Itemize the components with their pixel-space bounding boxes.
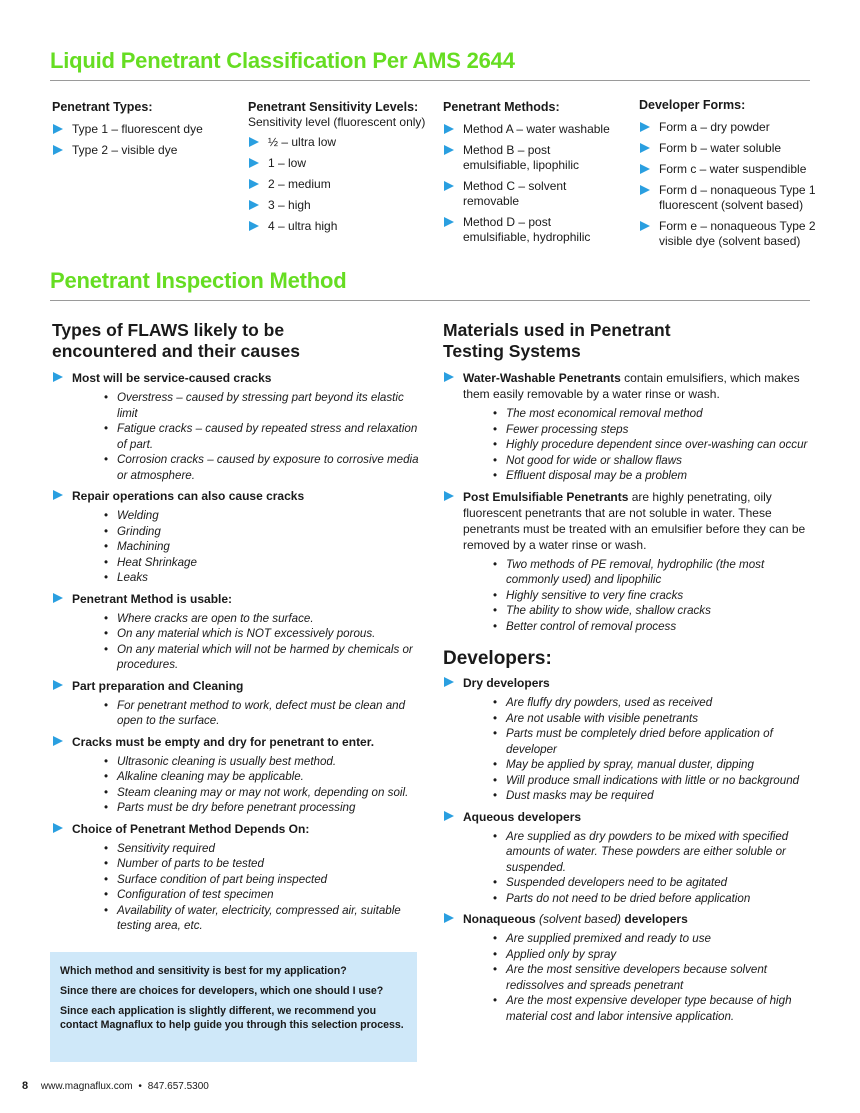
- triangle-bullet-icon: [249, 137, 259, 147]
- bullet-item: [493, 588, 808, 604]
- item-text: Method B – post emulsifiable, lipophilic: [463, 143, 580, 172]
- flaws-column: [52, 320, 422, 934]
- bullet-item: [493, 931, 808, 947]
- bullet-item: [493, 406, 808, 422]
- column-subheading: Sensitivity level (fluorescent only): [248, 115, 426, 129]
- triangle-bullet-icon: [444, 181, 454, 191]
- bullet-item: [493, 603, 808, 619]
- triangle-bullet-icon: [53, 680, 63, 690]
- column-heading: Penetrant Methods:: [443, 100, 560, 114]
- bullet-dot-icon: •: [493, 711, 498, 725]
- bullet-text: Where cracks are open to the surface.: [117, 611, 314, 625]
- bullet-item: [104, 887, 422, 903]
- bullet-text: Suspended developers need to be agitated: [506, 876, 728, 889]
- bullet-text: Parts must be completely dried before application of developer: [506, 727, 773, 756]
- list-item: [248, 177, 438, 192]
- website-link[interactable]: www.magnaflux.com: [40, 1081, 133, 1092]
- triangle-bullet-icon: [249, 158, 259, 168]
- triangle-bullet-icon: [640, 164, 650, 174]
- material-description: [443, 489, 808, 553]
- bullet-item: [104, 754, 422, 770]
- column-heading: Penetrant Sensitivity Levels:: [248, 100, 419, 114]
- bullet-item: [104, 570, 422, 586]
- flaw-section: [52, 370, 422, 483]
- heading-line: Testing Systems: [443, 341, 581, 361]
- bullet-dot-icon: •: [104, 754, 109, 768]
- bullet-item: [493, 947, 808, 963]
- bullet-list: [463, 829, 808, 907]
- section-title-suffix: developers: [624, 912, 688, 926]
- bullet-item: [104, 421, 422, 452]
- list-item: [52, 122, 237, 137]
- bullet-dot-icon: •: [493, 963, 498, 976]
- bullet-dot-icon: •: [104, 903, 109, 917]
- sensitivity-list: [248, 135, 438, 234]
- materials-column: [443, 320, 808, 1024]
- bullet-text: Are the most expensive developer type because of high material cost and labor intensive application.: [506, 994, 792, 1023]
- divider: [50, 300, 810, 301]
- bullet-dot-icon: •: [493, 588, 498, 602]
- item-text: Method C – solvent removable: [463, 179, 567, 208]
- bullet-dot-icon: •: [493, 789, 498, 802]
- section-title: Most will be service-caused cracks: [72, 371, 272, 385]
- bullet-item: [493, 422, 808, 438]
- bullet-dot-icon: •: [493, 696, 498, 709]
- bullet-dot-icon: •: [104, 627, 109, 640]
- bullet-item: [493, 468, 808, 484]
- triangle-bullet-icon: [53, 593, 63, 603]
- bullet-item: [493, 993, 808, 1024]
- list-item: [639, 141, 819, 156]
- bullet-dot-icon: •: [104, 801, 109, 814]
- bullet-list: [72, 841, 422, 934]
- bullet-text: Better control of removal process: [506, 619, 677, 633]
- list-item: [248, 135, 438, 150]
- bullet-list: [72, 754, 422, 816]
- developer-section: [443, 675, 808, 804]
- bullet-item: [493, 875, 808, 891]
- triangle-bullet-icon: [444, 145, 454, 155]
- bullet-dot-icon: •: [104, 540, 109, 553]
- bullet-list: [463, 931, 808, 1024]
- bullet-dot-icon: •: [104, 509, 109, 522]
- bullet-text: Applied only by spray: [506, 947, 617, 961]
- section-title: Aqueous developers: [463, 809, 582, 824]
- bullet-list: [463, 406, 808, 484]
- phone-number: 847.657.5300: [147, 1081, 209, 1092]
- footer: [22, 1080, 209, 1092]
- bullet-dot-icon: •: [104, 422, 109, 435]
- bullet-dot-icon: •: [493, 604, 498, 617]
- flaw-section: [52, 488, 422, 586]
- bullet-item: [104, 800, 422, 816]
- bullet-dot-icon: •: [104, 785, 109, 799]
- section-title: Post Emulsifiable Penetrants: [463, 489, 629, 504]
- section-title: Repair operations can also cause cracks: [72, 489, 305, 503]
- bullet-item: [104, 508, 422, 524]
- bullet-item: [493, 891, 808, 907]
- section-title: Dry developers: [463, 676, 550, 690]
- triangle-bullet-icon: [444, 811, 454, 821]
- triangle-bullet-icon: [53, 145, 63, 155]
- bullet-item: [493, 726, 808, 757]
- item-text: 2 – medium: [268, 177, 331, 191]
- bullet-item: [104, 642, 422, 673]
- list-item: [639, 183, 819, 213]
- bullet-item: [104, 698, 422, 729]
- developers-heading: Developers:: [443, 648, 552, 669]
- material-section: [443, 370, 808, 484]
- bullet-text: Leaks: [117, 571, 148, 584]
- bullet-item: [493, 453, 808, 469]
- item-text: Form d – nonaqueous Type 1 fluorescent (solvent based): [659, 183, 816, 212]
- bullet-text: Highly sensitive to very fine cracks: [506, 588, 684, 602]
- bullet-text: Grinding: [117, 524, 161, 538]
- item-text: Form a – dry powder: [659, 120, 770, 134]
- bullet-list: [463, 695, 808, 804]
- bullet-item: [104, 903, 422, 934]
- triangle-bullet-icon: [640, 122, 650, 132]
- info-question: Since there are choices for developers, which one should I use?: [60, 985, 384, 997]
- bullet-dot-icon: •: [104, 555, 109, 569]
- section-text: contain emulsifiers, which makes them easily removable by a water rinse or wash.: [463, 371, 800, 401]
- item-text: 3 – high: [268, 198, 311, 212]
- bullet-text: May be applied by spray, manual duster, dipping: [506, 758, 754, 771]
- bullet-item: [493, 557, 808, 588]
- item-text: Form c – water suspendible: [659, 162, 807, 176]
- divider: [50, 80, 810, 81]
- bullet-item: [104, 785, 422, 801]
- methods-column: [443, 100, 623, 251]
- bullet-dot-icon: •: [104, 841, 109, 855]
- bullet-text: Number of parts to be tested: [117, 857, 264, 870]
- section-title: Penetrant Inspection Method: [50, 268, 347, 293]
- bullet-text: Two methods of PE removal, hydrophilic (the most commonly used) and lipophilic: [506, 557, 765, 586]
- bullet-text: Steam cleaning may or may not work, depending on soil.: [117, 785, 409, 799]
- heading-line: encountered and their causes: [52, 341, 300, 361]
- info-answer: Since each application is slightly different, we recommend you contact Magnaflux to help guide you through this selection process.: [60, 1005, 404, 1031]
- bullet-item: [493, 788, 808, 804]
- item-text: ½ – ultra low: [268, 135, 337, 149]
- bullet-dot-icon: •: [104, 698, 109, 712]
- item-text: Type 1 – fluorescent dye: [72, 122, 203, 136]
- item-text: Type 2 – visible dye: [72, 143, 178, 157]
- bullet-dot-icon: •: [493, 407, 498, 420]
- bullet-text: Configuration of test specimen: [117, 888, 274, 901]
- bullet-item: [493, 829, 808, 876]
- section-title: Nonaqueous: [463, 912, 536, 926]
- bullet-text: Overstress – caused by stressing part beyond its elastic limit: [117, 391, 404, 420]
- triangle-bullet-icon: [249, 179, 259, 189]
- bullet-item: [104, 539, 422, 555]
- flaw-section: [52, 678, 422, 729]
- bullet-text: Parts do not need to be dried before application: [506, 891, 751, 905]
- bullet-text: On any material which will not be harmed by chemicals or procedures.: [117, 642, 413, 671]
- section-title: Part preparation and Cleaning: [72, 678, 244, 693]
- triangle-bullet-icon: [444, 372, 454, 382]
- developer-forms-column: [639, 98, 819, 255]
- developer-section: [443, 911, 808, 1024]
- developer-section: [443, 809, 808, 907]
- bullet-item: [104, 524, 422, 540]
- bullet-dot-icon: •: [493, 947, 498, 961]
- list-item: [248, 198, 438, 213]
- bullet-item: [493, 695, 808, 711]
- triangle-bullet-icon: [640, 143, 650, 153]
- bullet-dot-icon: •: [493, 876, 498, 889]
- bullet-text: Are the most sensitive developers because solvent redissolves and spreads penetrant: [506, 963, 768, 992]
- bullet-item: [493, 757, 808, 773]
- bullet-text: The most economical removal method: [506, 407, 703, 420]
- bullet-dot-icon: •: [104, 642, 109, 656]
- bullet-dot-icon: •: [104, 770, 109, 783]
- bullet-dot-icon: •: [104, 571, 109, 584]
- bullet-dot-icon: •: [493, 438, 498, 451]
- bullet-item: [104, 390, 422, 421]
- bullet-text: Alkaline cleaning may be applicable.: [117, 770, 304, 783]
- bullet-item: [104, 555, 422, 571]
- material-description: [443, 370, 808, 402]
- bullet-text: Are supplied as dry powders to be mixed with specified amounts of water. These powders are either soluble or suspended.: [506, 829, 789, 874]
- item-text: 1 – low: [268, 156, 307, 170]
- developer-forms-list: [639, 120, 819, 249]
- section-title: Cracks must be empty and dry for penetrant to enter.: [72, 734, 375, 749]
- list-item: [443, 143, 593, 173]
- bullet-item: [104, 452, 422, 483]
- bullet-dot-icon: •: [493, 727, 498, 740]
- bullet-list: [72, 508, 422, 586]
- bullet-text: Availability of water, electricity, compressed air, suitable testing area, etc.: [117, 903, 401, 932]
- bullet-item: [493, 711, 808, 727]
- flaw-section: [52, 591, 422, 673]
- bullet-dot-icon: •: [493, 557, 498, 571]
- bullet-item: [493, 619, 808, 635]
- bullet-list: [72, 390, 422, 483]
- bullet-dot-icon: •: [493, 453, 498, 467]
- bullet-item: [104, 872, 422, 888]
- section-text: are highly penetrating, oily fluorescent penetrants that are not soluble in water. These penetrants must be treated with an emulsifier before they can be removed by a water rinse or wash.: [463, 489, 806, 552]
- bullet-text: Fatigue cracks – caused by repeated stress and relaxation of part.: [117, 422, 418, 451]
- bullet-dot-icon: •: [104, 453, 109, 466]
- methods-list: [443, 122, 623, 245]
- bullet-item: [493, 437, 808, 453]
- bullet-list: [72, 698, 422, 729]
- bullet-text: Will produce small indications with little or no background: [506, 773, 800, 787]
- bullet-item: [104, 856, 422, 872]
- bullet-text: Corrosion cracks – caused by exposure to corrosive media or atmosphere.: [117, 453, 419, 482]
- materials-heading: [443, 320, 808, 362]
- flaws-sections: [52, 370, 422, 934]
- item-text: Form e – nonaqueous Type 2 visible dye (solvent based): [659, 219, 816, 248]
- flaw-section: [52, 821, 422, 934]
- list-item: [639, 162, 819, 177]
- triangle-bullet-icon: [640, 185, 650, 195]
- item-text: Form b – water soluble: [659, 141, 782, 155]
- bullet-list: [463, 557, 808, 635]
- item-text: Method D – post emulsifiable, hydrophilic: [463, 215, 591, 244]
- section-title: Choice of Penetrant Method Depends On:: [72, 821, 310, 836]
- page-title: Liquid Penetrant Classification Per AMS 2644: [50, 48, 515, 73]
- item-text: Method A – water washable: [463, 122, 610, 136]
- bullet-dot-icon: •: [493, 758, 498, 771]
- section-title: Water-Washable Penetrants: [463, 371, 621, 385]
- flaw-section: [52, 734, 422, 816]
- sensitivity-column: [248, 100, 438, 240]
- developer-sections: [443, 675, 808, 1024]
- bullet-text: Are supplied premixed and ready to use: [506, 932, 711, 945]
- section-qualifier: (solvent based): [535, 912, 625, 926]
- list-item: [443, 215, 608, 245]
- heading-line: Types of FLAWS likely to be: [52, 320, 285, 340]
- bullet-text: Highly procedure dependent since over-washing can occur: [506, 438, 808, 451]
- bullet-text: For penetrant method to work, defect must be clean and open to the surface.: [117, 698, 406, 727]
- bullet-text: On any material which is NOT excessively porous.: [117, 627, 376, 640]
- triangle-bullet-icon: [444, 677, 454, 687]
- triangle-bullet-icon: [53, 736, 63, 746]
- bullet-item: [104, 626, 422, 642]
- bullet-text: Welding: [117, 509, 159, 522]
- list-item: [443, 179, 593, 209]
- triangle-bullet-icon: [444, 124, 454, 134]
- bullet-dot-icon: •: [493, 891, 498, 905]
- triangle-bullet-icon: [640, 221, 650, 231]
- list-item: [248, 219, 438, 234]
- triangle-bullet-icon: [53, 124, 63, 134]
- bullet-text: Dust masks may be required: [506, 789, 654, 802]
- section-title: Penetrant Method is usable:: [72, 591, 233, 606]
- triangle-bullet-icon: [53, 490, 63, 500]
- info-question: Which method and sensitivity is best for my application?: [60, 965, 347, 977]
- bullet-dot-icon: •: [493, 619, 498, 633]
- bullet-text: Are not usable with visible penetrants: [506, 711, 699, 725]
- bullet-dot-icon: •: [493, 994, 498, 1007]
- bullet-item: [493, 773, 808, 789]
- list-item: [639, 219, 819, 249]
- bullet-item: [493, 962, 808, 993]
- bullet-dot-icon: •: [493, 932, 498, 945]
- bullet-item: [104, 769, 422, 785]
- bullet-dot-icon: •: [104, 888, 109, 901]
- penetrant-types-column: [52, 100, 237, 164]
- page-number: 8: [22, 1080, 29, 1092]
- list-item: [52, 143, 237, 158]
- column-heading: Developer Forms:: [639, 98, 746, 112]
- flaws-heading: [52, 320, 422, 362]
- bullet-text: Are fluffy dry powders, used as received: [506, 696, 713, 709]
- bullet-item: [104, 841, 422, 857]
- bullet-dot-icon: •: [104, 391, 109, 404]
- bullet-text: Not good for wide or shallow flaws: [506, 453, 682, 467]
- triangle-bullet-icon: [444, 913, 454, 923]
- materials-sections: [443, 370, 808, 634]
- heading-line: Materials used in Penetrant: [443, 320, 671, 340]
- triangle-bullet-icon: [53, 372, 63, 382]
- bullet-dot-icon: •: [104, 857, 109, 870]
- triangle-bullet-icon: [249, 200, 259, 210]
- triangle-bullet-icon: [444, 217, 454, 227]
- list-item: [639, 120, 819, 135]
- bullet-dot-icon: •: [493, 829, 498, 843]
- material-section: [443, 489, 808, 635]
- bullet-text: Machining: [117, 540, 170, 553]
- bullet-dot-icon: •: [104, 611, 109, 625]
- triangle-bullet-icon: [53, 823, 63, 833]
- bullet-list: [72, 611, 422, 673]
- bullet-text: Fewer processing steps: [506, 422, 629, 436]
- item-text: 4 – ultra high: [268, 219, 338, 233]
- bullet-item: [104, 611, 422, 627]
- bullet-text: Parts must be dry before penetrant processing: [117, 801, 356, 814]
- footer-separator: •: [138, 1081, 142, 1092]
- bullet-text: Heat Shrinkage: [117, 555, 197, 569]
- bullet-text: Ultrasonic cleaning is usually best method.: [117, 754, 337, 768]
- penetrant-types-list: [52, 122, 237, 158]
- bullet-text: Sensitivity required: [117, 841, 215, 855]
- column-heading: Penetrant Types:: [52, 100, 153, 114]
- bullet-dot-icon: •: [493, 773, 498, 787]
- bullet-dot-icon: •: [104, 872, 109, 886]
- bullet-text: Surface condition of part being inspected: [117, 872, 328, 886]
- triangle-bullet-icon: [444, 491, 454, 501]
- bullet-dot-icon: •: [493, 469, 498, 482]
- list-item: [443, 122, 623, 137]
- bullet-dot-icon: •: [493, 422, 498, 436]
- bullet-text: The ability to show wide, shallow cracks: [506, 604, 711, 617]
- bullet-text: Effluent disposal may be a problem: [506, 469, 688, 482]
- triangle-bullet-icon: [249, 221, 259, 231]
- bullet-dot-icon: •: [104, 524, 109, 538]
- info-box: [50, 952, 417, 1062]
- list-item: [248, 156, 438, 171]
